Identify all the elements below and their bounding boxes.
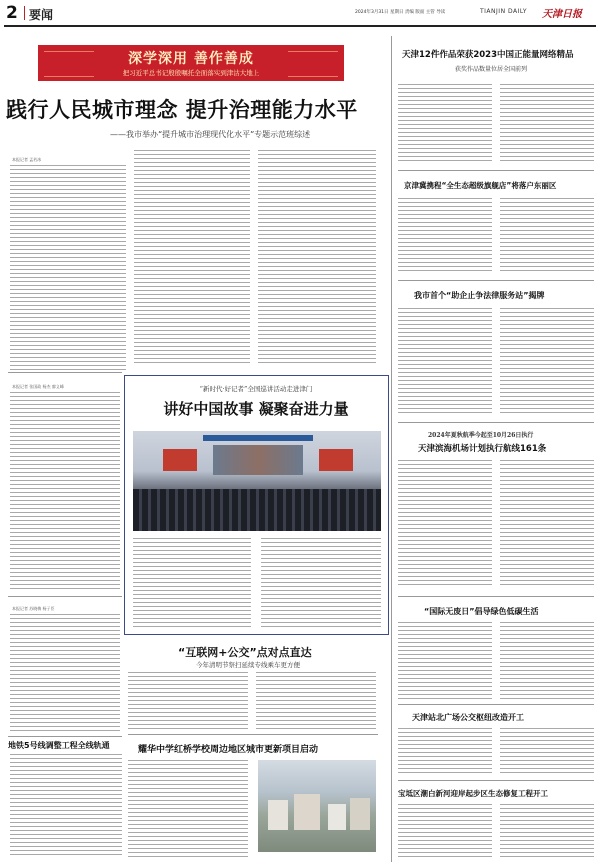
right-sep-5: [398, 704, 594, 705]
lead-text-col-3: [258, 150, 376, 366]
right-story7-headline: 宝坻区潮白新河迎岸起步区生态修复工程开工: [398, 789, 548, 798]
bottom-story-text-col-1: [128, 760, 248, 858]
right-story4-text-col-2: [500, 460, 594, 588]
right-story2-headline: 京津冀携程“全生态超级旗舰店”将落户东丽区: [404, 181, 557, 190]
right-sep-6: [398, 780, 594, 781]
bottom-left-headline: 地铁5号线调整工程全线轨通: [8, 741, 110, 750]
right-story5-text-col-1: [398, 622, 492, 700]
bottom-center-text-col-1: [128, 672, 248, 730]
right-sep-4: [398, 596, 594, 597]
lead-separator: [8, 372, 122, 373]
banner-title: 深学深用 善作善成: [128, 51, 254, 67]
date-line: 2024年3月31日 星期日 责编 版面 主管 导读: [355, 10, 446, 15]
stage-screen-center: [213, 445, 303, 475]
left-text-block-2: [10, 392, 120, 590]
right-story1-subhead: 获奖作品数量位居全国前列: [455, 66, 528, 73]
feature-text-col-1: [133, 538, 251, 628]
right-sep-1: [398, 170, 594, 171]
stage-banner: [203, 435, 313, 441]
right-story3-text-col-2: [500, 308, 594, 416]
left-separator-3: [8, 736, 122, 737]
left-text-block-3: [10, 614, 120, 732]
building-block-3: [328, 804, 346, 830]
bottom-center-text-col-2: [256, 672, 376, 730]
bottom-center-headline: “互联网+公交”点对点直达: [178, 646, 312, 659]
building-block-2: [294, 794, 320, 830]
building-block-1: [268, 800, 288, 830]
building-block-4: [350, 798, 370, 830]
right-sep-2: [398, 280, 594, 281]
bottom-story-headline: 耀华中学红桥学校周边地区城市更新项目启动: [138, 745, 319, 755]
third-byline: 本报记者 苏晓梅 杨子臣: [12, 606, 55, 611]
stage-screen-left: [163, 449, 197, 471]
right-story3-headline: 我市首个“助企止争法律服务站”揭牌: [414, 291, 545, 300]
bottom-center-subheadline: 今年清明节祭扫延续专线乘车更方便: [196, 661, 300, 669]
right-story3-text-col-1: [398, 308, 492, 416]
bottom-story-photo: [258, 760, 376, 852]
masthead: [0, 0, 600, 30]
right-story4-kicker: 2024年夏秋航季今起至10月26日执行: [428, 432, 534, 439]
lead-byline: 本报记者 孟若冰: [12, 157, 42, 162]
right-story2-text-col-1: [398, 198, 492, 272]
feature-headline: 讲好中国故事 凝聚奋进力量: [163, 400, 349, 418]
right-story4-text-col-1: [398, 460, 492, 588]
paper-latin-name: TIANJIN DAILY: [480, 8, 528, 15]
lead-headline: 践行人民城市理念 提升治理能力水平: [6, 98, 358, 122]
section-name: 要闻: [29, 8, 54, 22]
right-story2-text-col-2: [500, 198, 594, 272]
right-story5-headline: “国际无废日”倡导绿色低碳生活: [424, 607, 539, 616]
right-story1-text-col-2: [500, 84, 594, 164]
masthead-rule: [4, 25, 596, 27]
right-story5-text-col-2: [500, 622, 594, 700]
bottom-left-text: [10, 754, 122, 858]
feature-photo: [133, 431, 381, 531]
right-sep-3: [398, 422, 594, 423]
right-story1-headline: 天津12件作品荣获2023中国正能量网络精品: [402, 50, 574, 60]
stage-screen-right: [319, 449, 353, 471]
right-story4-headline: 天津滨海机场计划执行航线161条: [418, 444, 547, 454]
right-story7-text-col-1: [398, 804, 492, 858]
bottom-story-rule: [128, 734, 378, 735]
stage-floor: [133, 489, 381, 531]
right-column-divider: [391, 36, 392, 862]
lead-subheadline: ——我市举办“提升城市治理现代化水平”专题示范班综述: [110, 130, 311, 139]
right-story7-text-col-2: [500, 804, 594, 858]
feature-box: [124, 375, 389, 635]
left-separator-2: [8, 596, 122, 597]
second-byline: 本报记者 张国政 杨杰 廖义峰: [12, 384, 64, 389]
divider-icon: [24, 6, 25, 20]
lead-text-col-2: [134, 150, 250, 366]
feature-kicker: “新时代·好记者”全国巡讲活动走进津门: [199, 385, 313, 393]
banner-subtitle: 把习近平总书记殷殷嘱托全面落实到津沽大地上: [122, 69, 260, 77]
right-story6-text-col-2: [500, 728, 594, 776]
right-story6-headline: 天津站北广场公交枢纽改造开工: [412, 713, 524, 722]
lead-text-col-1: [10, 165, 126, 370]
page-number: 2: [6, 3, 18, 23]
feature-text-col-2: [261, 538, 381, 628]
right-story6-text-col-1: [398, 728, 492, 776]
paper-logo: 天津日报: [542, 9, 582, 20]
banner: [38, 45, 344, 81]
right-story1-text-col-1: [398, 84, 492, 164]
